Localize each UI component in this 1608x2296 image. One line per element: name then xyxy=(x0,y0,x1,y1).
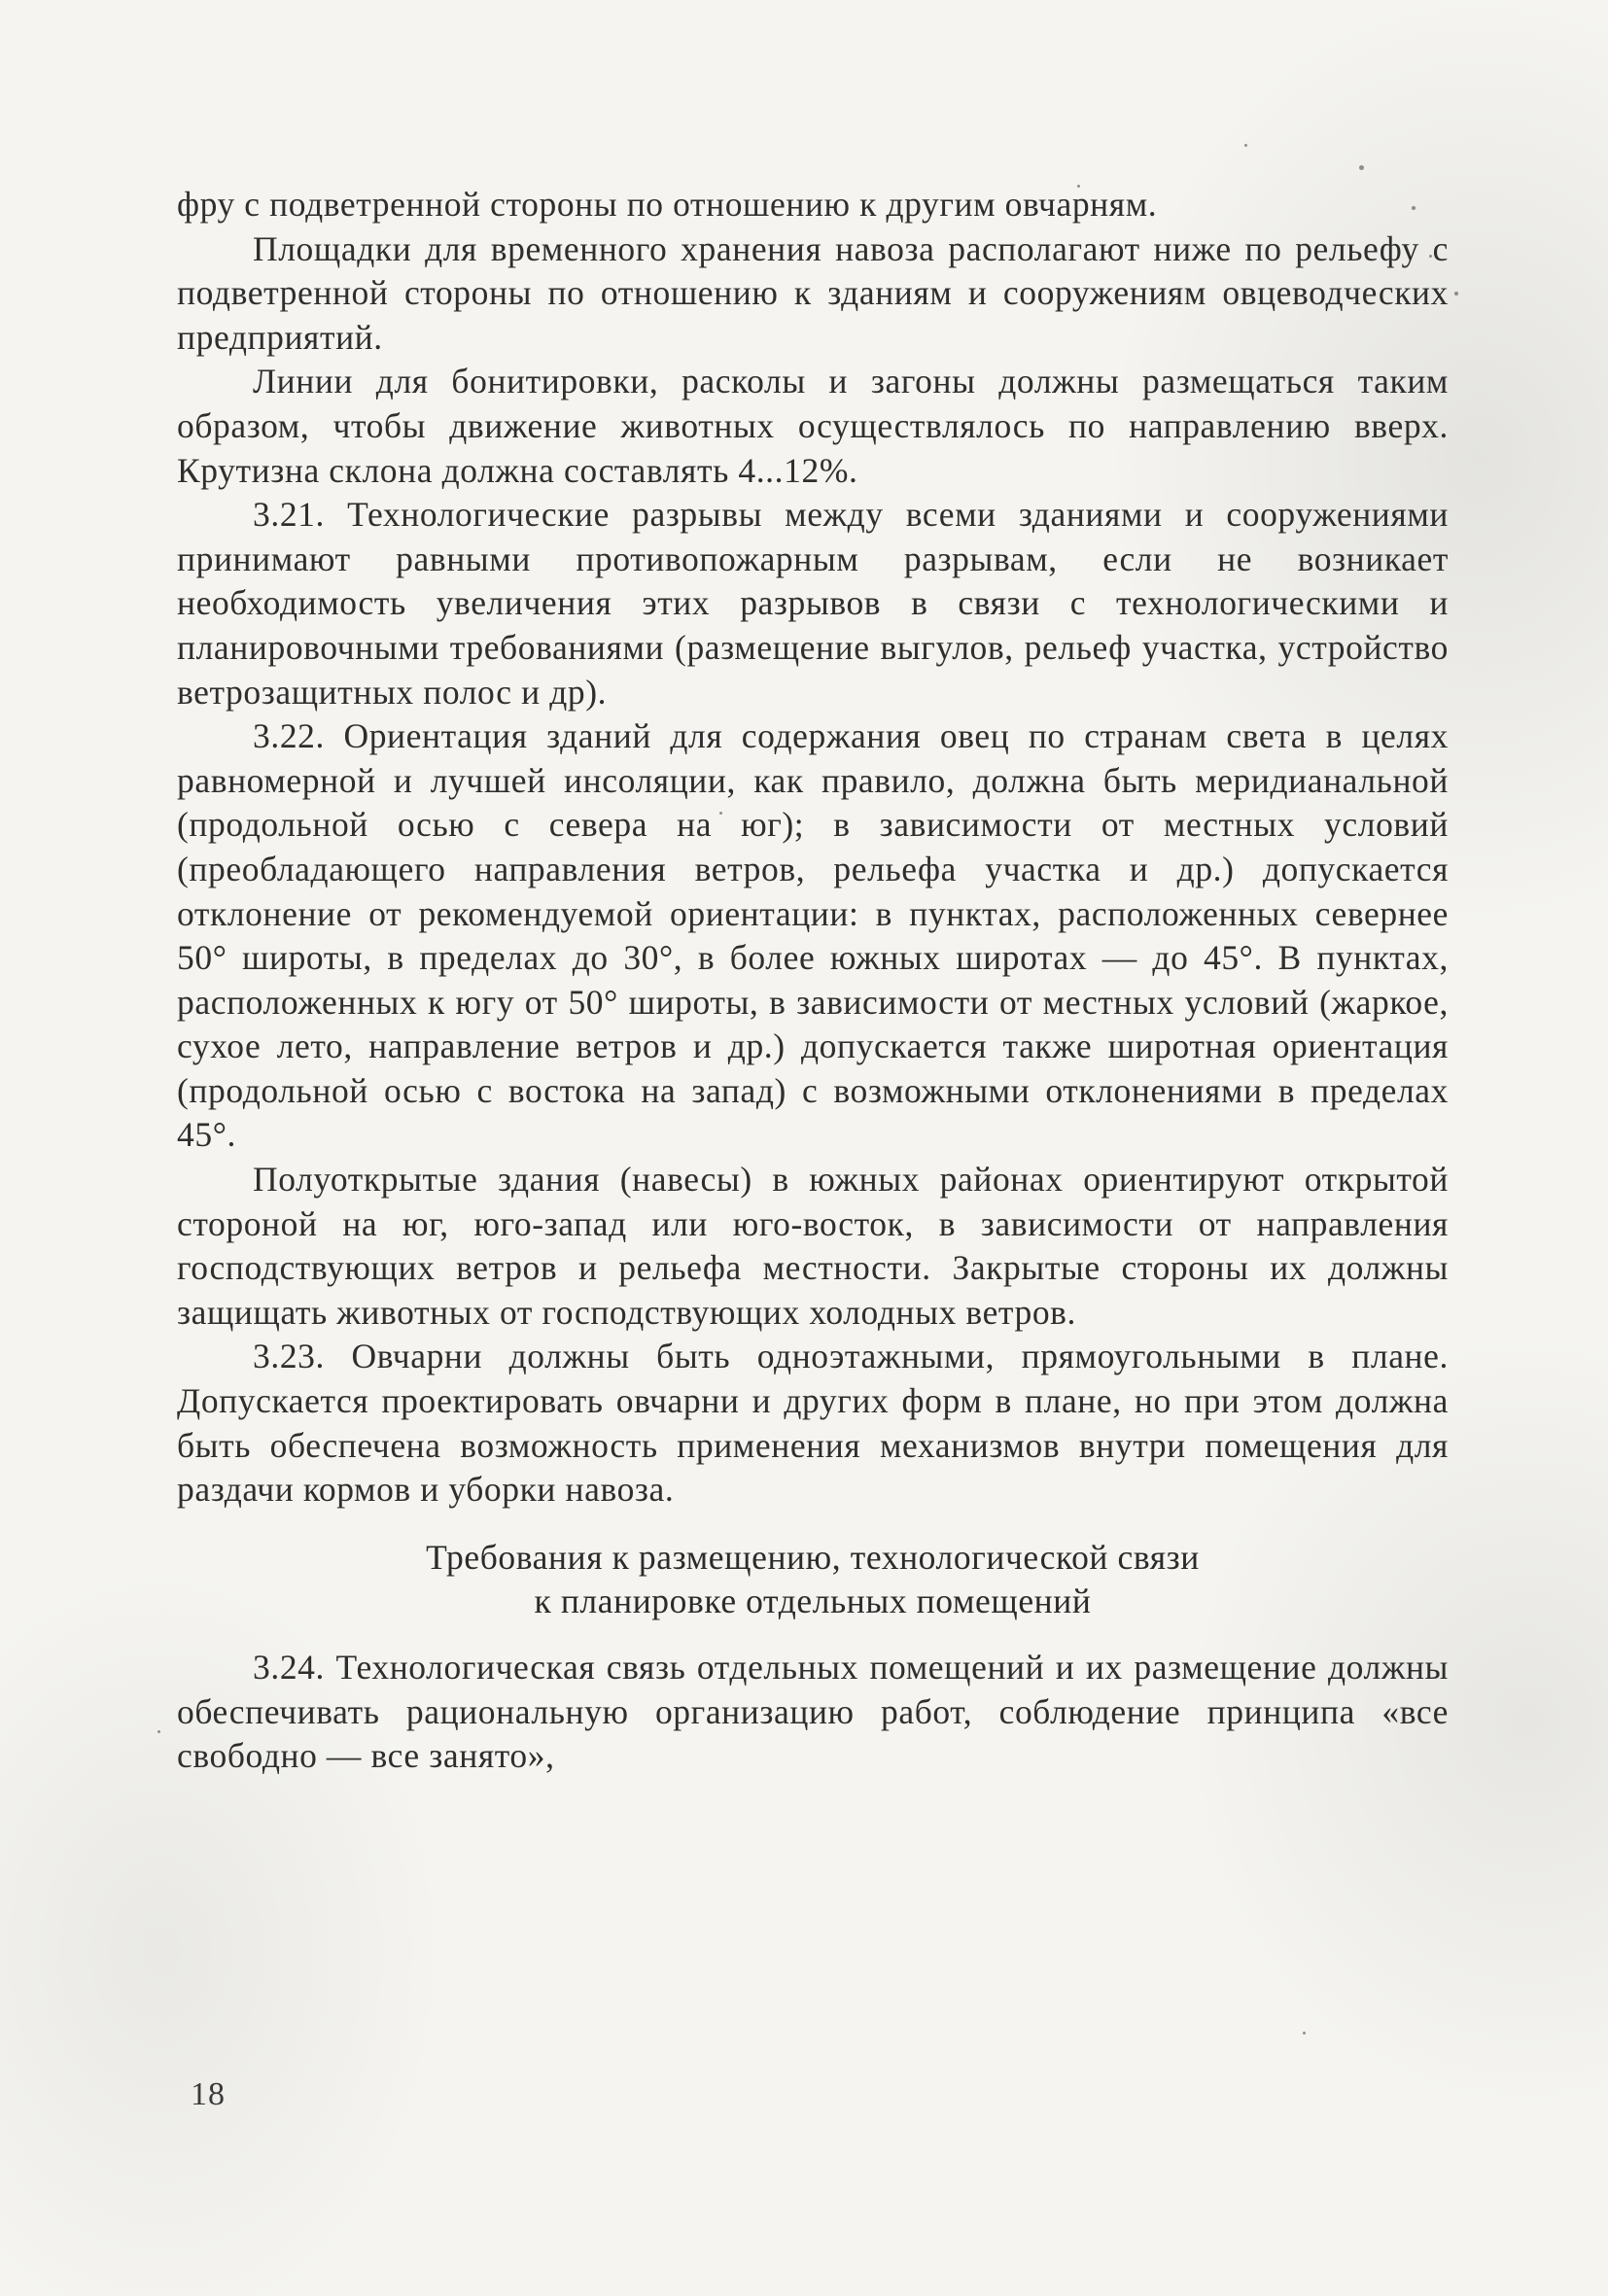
section-heading xyxy=(177,1536,1449,1624)
paragraph-continuation: фру с подветренной стороны по отношению к другим овчарням. xyxy=(177,185,1158,224)
paragraph-3-23: 3.23. Овчарни должны быть одноэтажными, прямоугольными в плане. Допускается проектировать овчарни и других форм в плане, но при этом должна быть обеспечена возможность применения механизмов внутри помещения для раздачи кормов и уборки навоза. xyxy=(177,1337,1449,1510)
scan-speck xyxy=(1454,292,1458,296)
section-heading-line-1: Требования к размещению, технологической связи xyxy=(426,1537,1200,1577)
document-body xyxy=(177,183,1449,1779)
paragraph-grading-lines: Линии для бонитировки, расколы и загоны должны размещаться таким образом, чтобы движение животных осуществлялось по направлению вверх. Крутизна склона должна составлять 4...12%. xyxy=(177,362,1449,490)
scan-speck xyxy=(1244,144,1247,147)
paragraph-half-open-buildings: Полуоткрытые здания (навесы) в южных районах ориентируют открытой стороной на юг, юго-запад или юго-восток, в зависимости от направления господствующих ветров и рельефа местности. Закрытые стороны их должны защищать животных от господствующих холодных ветров. xyxy=(177,1160,1449,1332)
scan-speck xyxy=(157,1730,160,1733)
paragraph-manure-platforms: Площадки для временного хранения навоза располагают ниже по рельефу с подветренной стороны по отношению к зданиям и сооружениям овцеводческих предприятий. xyxy=(177,228,1449,357)
paragraph-3-22: 3.22. Ориентация зданий для содержания овец по странам света в целях равномерной и лучшей инсоляции, как правило, должна быть меридианальной (продольной осью с севера на юг); в зависимости от местных условий (преобладающего направления ветров, рельефа участка и др.) допускается отклонение от рекомендуемой ориентации: в пунктах, расположенных севернее 50° широты, в пределах до 30°, в более южных широтах — до 45°. В пунктах, расположенных к югу от 50° широты, в зависимости от местных условий (жаркое, сухое лето, направление ветров и др.) допускается также широтная ориентация (продольной осью с востока на запад) с возможными отклонениями в пределах 45°. xyxy=(177,716,1449,1155)
scan-speck xyxy=(1303,2032,1306,2035)
scan-speck xyxy=(1359,165,1364,170)
page-number: 18 xyxy=(191,2076,226,2112)
paragraph-3-21: 3.21. Технологические разрывы между всеми зданиями и сооружениями принимают равными противопожарным разрывам, если не возникает необходимость увеличения этих разрывов в связи с технологическими и планировочными требованиями (размещение выгулов, рельеф участка, устройство ветрозащитных полос и др). xyxy=(177,495,1449,712)
paragraph-3-24: 3.24. Технологическая связь отдельных помещений и их размещение должны обеспечивать рациональную организацию работ, соблюдение принципа «все свободно — все занято», xyxy=(177,1648,1449,1776)
section-heading-line-2: к планировке отдельных помещений xyxy=(534,1582,1092,1621)
